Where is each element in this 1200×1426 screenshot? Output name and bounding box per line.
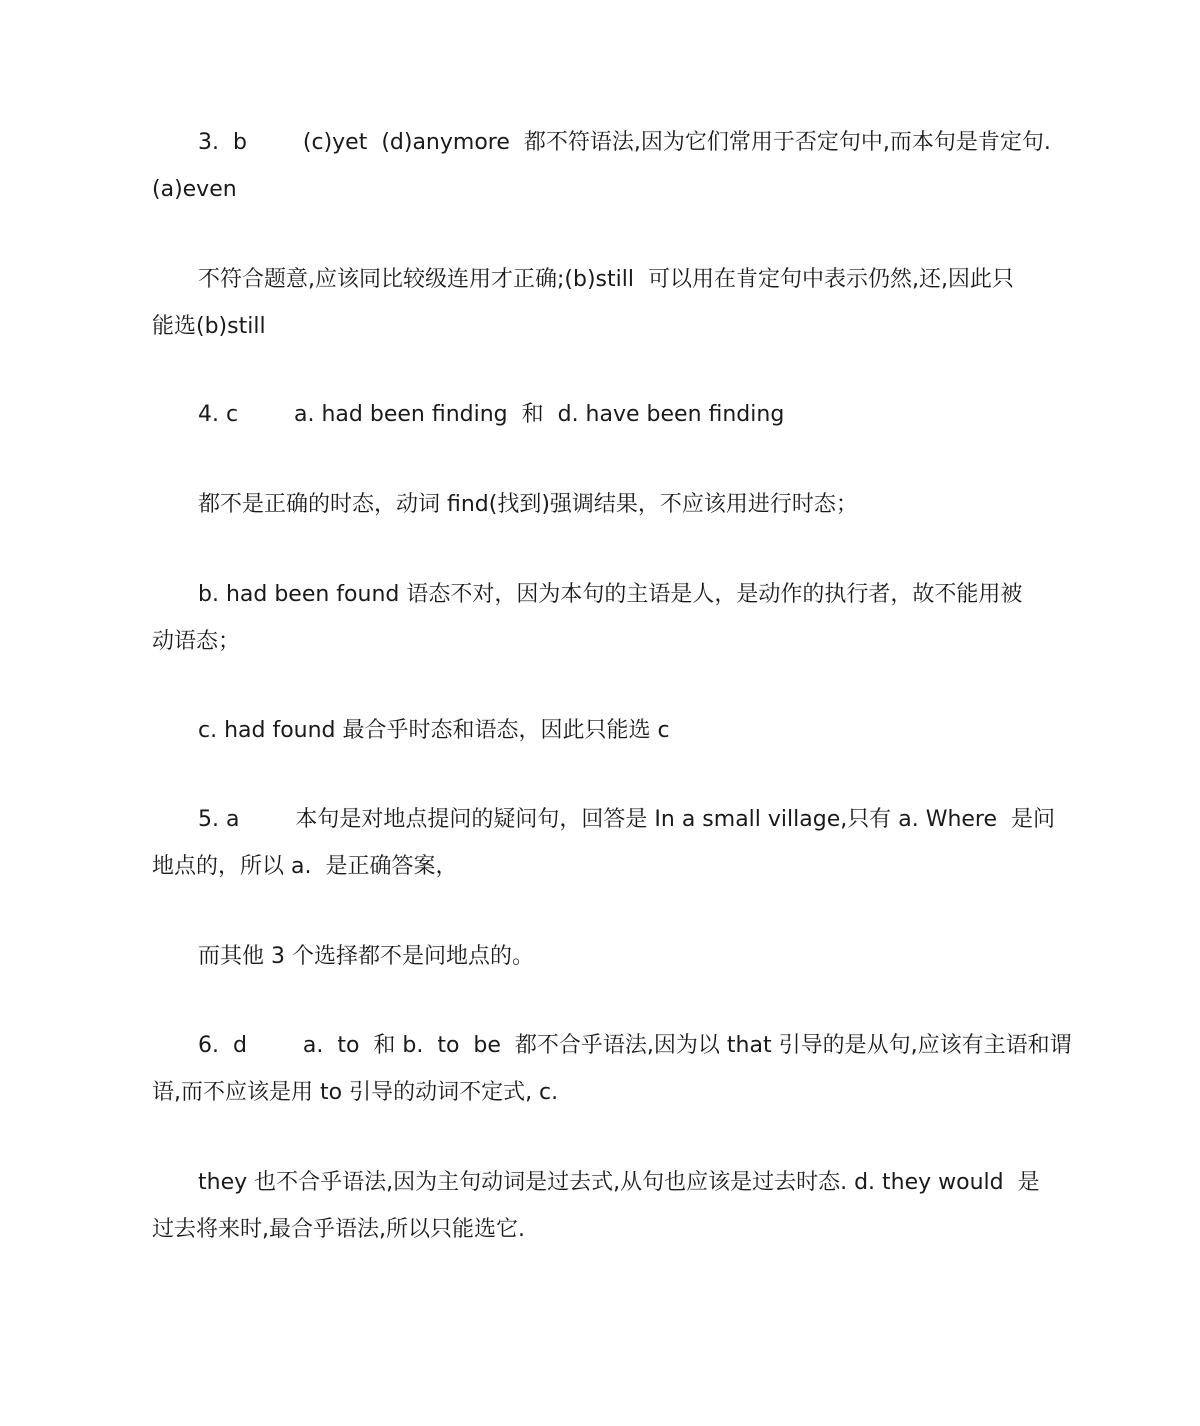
answer-4-line: 4. c a. had been finding 和 d. have been finding: [198, 402, 785, 427]
answer-6-explanation-line-1: they 也不合乎语法,因为主句动词是过去式,从句也应该是过去时态. d. they would 是: [198, 1170, 1040, 1195]
answer-5-explanation: 而其他 3 个选择都不是问地点的。: [198, 944, 534, 969]
answer-3-line-1: 3. b (c)yet (d)anymore 都不符语法,因为它们常用于否定句中,而本句是肯定句.: [198, 130, 1051, 155]
answer-4-explanation-2-line-1: b. had been found 语态不对，因为本句的主语是人，是动作的执行者，故不能用被: [198, 582, 1023, 607]
answer-6-explanation-line-2: 过去将来时,最合乎语法,所以只能选它.: [152, 1217, 525, 1242]
answer-3-explanation-line-1: 不符合题意,应该同比较级连用才正确;(b)still 可以用在肯定句中表示仍然,还,因此只: [198, 267, 1014, 292]
answer-5-line-2: 地点的，所以 a. 是正确答案，: [152, 854, 458, 879]
answer-3-explanation-line-2: 能选(b)still: [152, 314, 266, 339]
answer-4-explanation-2-line-2: 动语态；: [152, 629, 241, 654]
answer-5-line-1: 5. a 本句是对地点提问的疑问句，回答是 In a small village,只有 a. Where 是问: [198, 807, 1056, 832]
answer-4-explanation-1: 都不是正确的时态，动词 find(找到)强调结果，不应该用进行时态；: [198, 492, 858, 517]
answer-4-explanation-3: c. had found 最合乎时态和语态，因此只能选 c: [198, 718, 670, 743]
answer-6-line-2: 语,而不应该是用 to 引导的动词不定式, c.: [152, 1080, 559, 1105]
answer-3-line-2: (a)even: [152, 177, 237, 202]
answer-6-line-1: 6. d a. to 和 b. to be 都不合乎语法,因为以 that 引导的是从句,应该有主语和谓: [198, 1033, 1072, 1058]
